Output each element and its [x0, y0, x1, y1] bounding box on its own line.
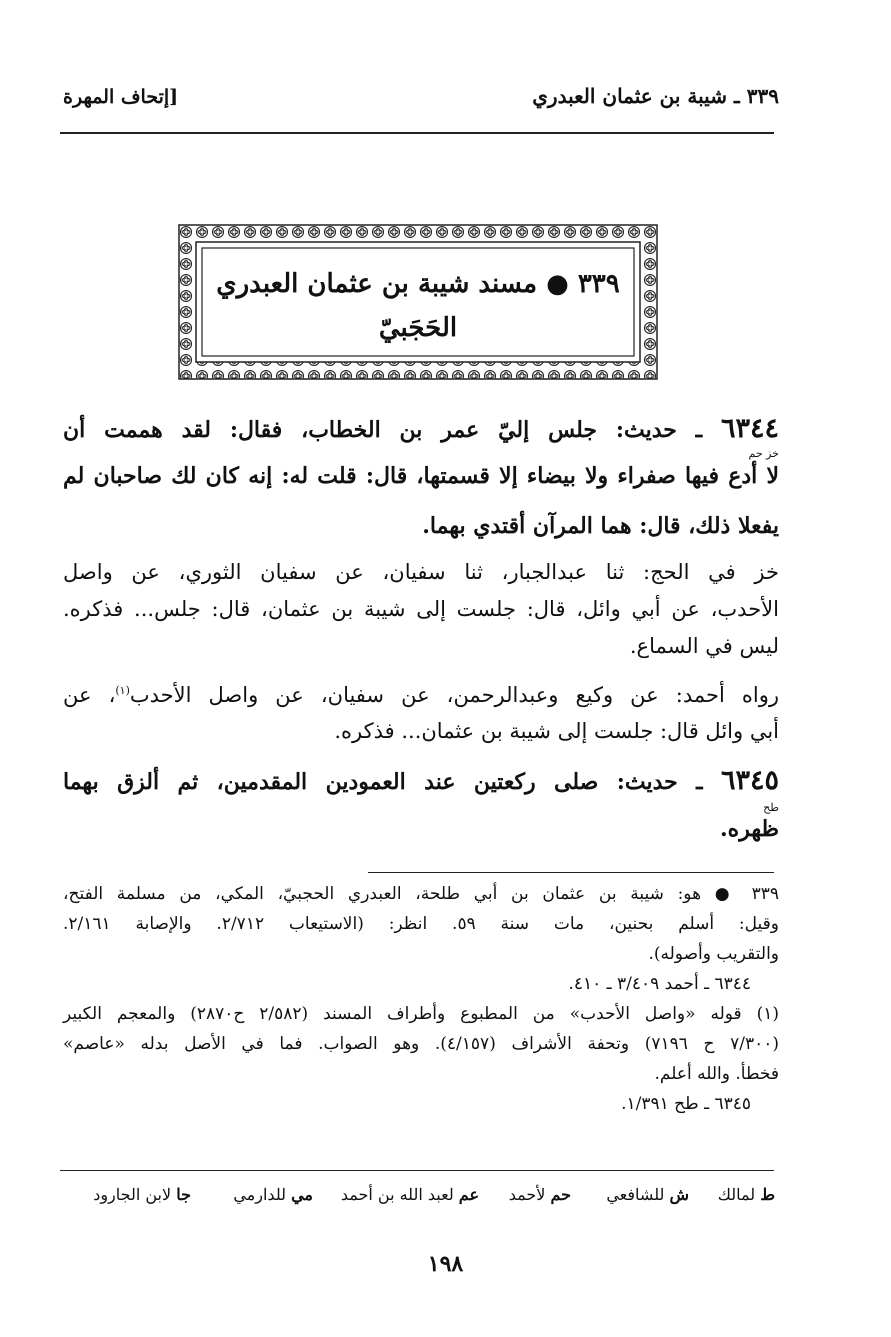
abbr-name: لأحمد	[508, 1185, 546, 1204]
section-title	[208, 262, 628, 350]
hadith-6344-source-marks: خز حم	[748, 447, 779, 460]
page-number: ١٩٨	[427, 1251, 464, 1277]
abbr-code: جا	[176, 1185, 191, 1204]
ahmad-line1	[63, 683, 779, 707]
ahmad-text: رواه أحمد: عن وكيع وعبدالرحمن، عن سفيان، عن واصل الأحدب	[129, 683, 779, 707]
abbr-shafii	[606, 1185, 689, 1204]
hadith-6345-line2: ظهره.	[720, 816, 779, 842]
footnote-ref-1: (١)	[115, 684, 130, 697]
hadith-6344-line1	[63, 413, 779, 444]
abbr-code: مي	[291, 1185, 313, 1204]
hadith-6345-line1	[63, 765, 779, 796]
footnote-separator	[368, 872, 774, 873]
section-title-line1: ٣٣٩ ● مسند شيبة بن عثمان العبدري	[216, 269, 620, 299]
abbr-jarud	[93, 1185, 191, 1204]
abbr-name: لمالك	[717, 1185, 756, 1204]
section-title-line2: الحَجَبيّ	[378, 313, 458, 343]
fn1-line1: (١) قوله «واصل الأحدب» من المطبوع وأطراف المسند (٢/٥٨٢ ح٢٨٧٠) والمعجم الكبير	[63, 1004, 779, 1024]
bio-line3: والتقريب وأصوله).	[648, 944, 779, 964]
ref-6344: ٦٣٤٤ ـ أحمد ٣/٤٠٩ ـ ٤١٠.	[568, 974, 751, 994]
hadith-6345-text-1: ـ حديث: صلى ركعتين عند العمودين المقدمين، ثم ألزق بهما	[63, 769, 703, 795]
abbr-code: ش	[669, 1185, 689, 1204]
abbr-malik	[718, 1185, 775, 1204]
hadith-6344-line3: يفعلا ذلك، قال: هما المرآن أقتدي بهما.	[422, 513, 779, 539]
ref-6345: ٦٣٤٥ ـ طح ١/٣٩١.	[621, 1094, 751, 1114]
hadith-6345-source-marks: طح	[763, 801, 779, 814]
abbr-ahmad	[509, 1185, 571, 1204]
running-header-chapter: ٣٣٩ ـ شيبة بن عثمان العبدري	[532, 84, 779, 108]
bio-line1: ٣٣٩ ● هو: شيبة بن عثمان بن أبي طلحة، العبدري الحجبيّ، المكي، من مسلمة الفتح،	[63, 884, 779, 904]
bio-line2: وقيل: أسلم بحنين، مات سنة ٥٩. انظر: (الاستيعاب ٢/٧١٢. والإصابة ٢/١٦١.	[63, 914, 779, 934]
abbreviations-rule	[60, 1170, 774, 1171]
abbr-name: للشافعي	[606, 1185, 665, 1204]
abbr-abdullah	[341, 1185, 479, 1204]
running-header-book: [إتحاف المهرة	[63, 86, 179, 108]
abbr-name: لابن الجارود	[93, 1185, 172, 1204]
ahmad-line2: أبي وائل قال: جلست إلى شيبة بن عثمان... فذكره.	[334, 719, 779, 743]
abbr-darimi	[233, 1185, 313, 1204]
fn1-line3: فخطأ. والله أعلم.	[654, 1064, 779, 1084]
hadith-6344-number: ٦٣٤٤	[720, 413, 779, 444]
abbr-name: للدارمي	[233, 1185, 286, 1204]
hadith-6344-line2: لا أدع فيها صفراء ولا بيضاء إلا قسمتها، قال: قلت له: إنه كان لك صاحبان لم	[63, 463, 779, 489]
header-rule	[60, 132, 774, 134]
hadith-6344-text-1: ـ حديث: جلس إليّ عمر بن الخطاب، فقال: لقد هممت أن	[63, 417, 703, 443]
ahmad-text-end: ، عن	[63, 683, 116, 707]
abbr-name: لعبد الله بن أحمد	[340, 1185, 454, 1204]
khz-line1: خز في الحج: ثنا عبدالجبار، ثنا سفيان، عن سفيان الثوري، عن واصل	[63, 560, 779, 584]
fn1-line2: (٧/٣٠٠ ح ٧١٩٦) وتحفة الأشراف (٤/١٥٧). وهو الصواب. فما في الأصل بدله «عاصم»	[63, 1034, 780, 1054]
khz-line2: الأحدب، عن أبي وائل، قال: جلست إلى شيبة بن عثمان، قال: جلس... فذكره.	[63, 597, 779, 621]
abbr-code: حم	[550, 1185, 571, 1204]
abbr-code: عم	[458, 1185, 479, 1204]
khz-line3: ليس في السماع.	[629, 634, 779, 658]
hadith-6345-number: ٦٣٤٥	[720, 765, 779, 796]
section-title-frame	[178, 224, 658, 380]
abbr-code: ط	[760, 1185, 775, 1204]
